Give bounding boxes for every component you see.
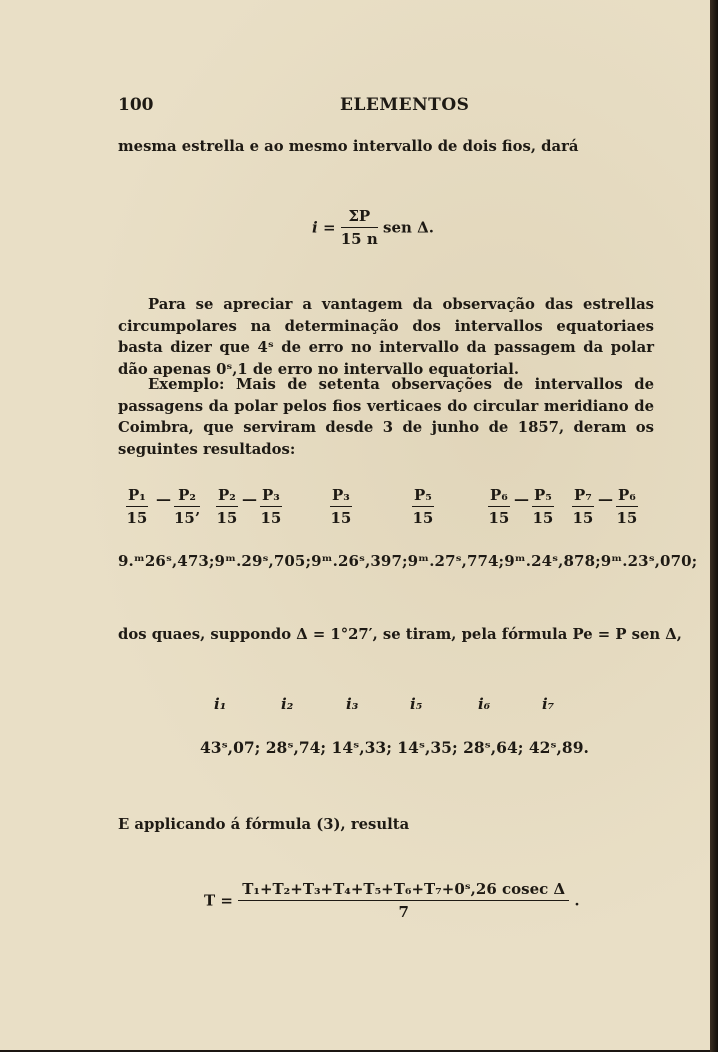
equation-lhs: T [204, 891, 216, 910]
fraction-denominator: 15’ [174, 509, 201, 527]
fraction-p5a [412, 484, 434, 529]
final-equation [204, 878, 580, 923]
minus-sign: — [156, 490, 171, 508]
fraction-numerator: T₁+T₂+T₃+T₄+T₅+T₆+T₇+0ˢ,26 cosec Δ [238, 878, 569, 901]
minus-sign: — [242, 490, 257, 508]
fraction-p3b [330, 484, 352, 529]
fraction-denominator: 15 n [340, 230, 378, 248]
results-row: 43ˢ,07; 28ˢ,74; 14ˢ,33; 14ˢ,35; 28ˢ,64; 42ˢ,89. [200, 738, 589, 757]
fraction-p1 [126, 484, 148, 529]
formula-line: dos quaes, suppondo Δ = 1°27′, se tiram, pela fórmula Pe = P sen Δ, [118, 626, 682, 643]
fraction-numerator: P₅ [412, 484, 434, 507]
fraction-numerator: P₂ [174, 484, 200, 507]
intro-line: mesma estrella e ao mesmo intervallo de dois fios, dará [118, 138, 579, 155]
fraction-denominator: 15 [532, 509, 554, 527]
book-spine-edge [710, 0, 718, 1052]
fraction-denominator: 15 [572, 509, 594, 527]
fraction-denominator: 15 [616, 509, 638, 527]
fraction-p2a [174, 484, 200, 529]
running-head [118, 95, 578, 121]
fraction-denominator: 15 [412, 509, 434, 527]
equation-sigma-p [312, 205, 434, 250]
equation-fraction [341, 205, 378, 250]
equation-fraction [238, 878, 569, 923]
paragraph-circumpolar: Para se apreciar a vantagem da observação das estrellas circumpolares na determinação dos intervallos equatoriaes basta dizer que 4ˢ de erro no intervallo da passagem da polar dão apenas 0ˢ,1 de erro no intervallo equatorial. [118, 296, 654, 378]
fraction-numerator: P₁ [126, 484, 148, 507]
label-i5: i₅ [410, 695, 423, 713]
fraction-numerator: P₃ [330, 484, 352, 507]
intervals-values-row: 9.ᵐ26ˢ,473;9ᵐ.29ˢ,705;9ᵐ.26ˢ,397;9ᵐ.27ˢ,774;9ᵐ.24ˢ,878;9ᵐ.23ˢ,070; [118, 552, 698, 570]
equation-lhs: i [312, 218, 318, 237]
fraction-denominator: 15 [216, 509, 238, 527]
apply-line: E applicando á fórmula (3), resulta [118, 816, 410, 833]
page-header-title: ELEMENTOS [340, 95, 470, 115]
fraction-numerator: P₆ [616, 484, 638, 507]
fraction-p3a [260, 484, 282, 529]
label-i7: i₇ [542, 695, 555, 713]
label-i3: i₃ [346, 695, 359, 713]
page-number: 100 [118, 95, 154, 115]
fraction-p6b [616, 484, 638, 529]
fraction-denominator: 15 [488, 509, 510, 527]
fraction-denominator: 7 [398, 903, 409, 921]
fraction-numerator: ΣP [341, 205, 378, 228]
fraction-numerator: P₃ [260, 484, 282, 507]
fraction-p5b [532, 484, 554, 529]
fraction-numerator: P₅ [532, 484, 554, 507]
label-i1: i₁ [214, 695, 227, 713]
equals-sign: = [220, 891, 233, 910]
label-i6: i₆ [478, 695, 491, 713]
fraction-denominator: 15 [260, 509, 282, 527]
fraction-denominator: 15 [126, 509, 148, 527]
fraction-p7 [572, 484, 594, 529]
equation-tail: sen Δ. [383, 218, 434, 237]
equals-sign: = [322, 218, 336, 237]
fraction-numerator: P₇ [572, 484, 594, 507]
fraction-numerator: P₆ [488, 484, 510, 507]
fraction-denominator: 15 [330, 509, 352, 527]
equation-tail: . [574, 891, 580, 910]
fraction-p2b [216, 484, 238, 529]
label-i2: i₂ [281, 695, 294, 713]
fraction-numerator: P₂ [216, 484, 238, 507]
paragraph-example: Exemplo: Mais de setenta observações de intervallos de passagens da polar pelos fios verticaes do circular meridiano de Coimbra, que serviram desde 3 de junho de 1857, deram os seguintes resultados: [118, 376, 654, 458]
minus-sign: — [598, 490, 613, 508]
minus-sign: — [514, 490, 529, 508]
fraction-p6a [488, 484, 510, 529]
